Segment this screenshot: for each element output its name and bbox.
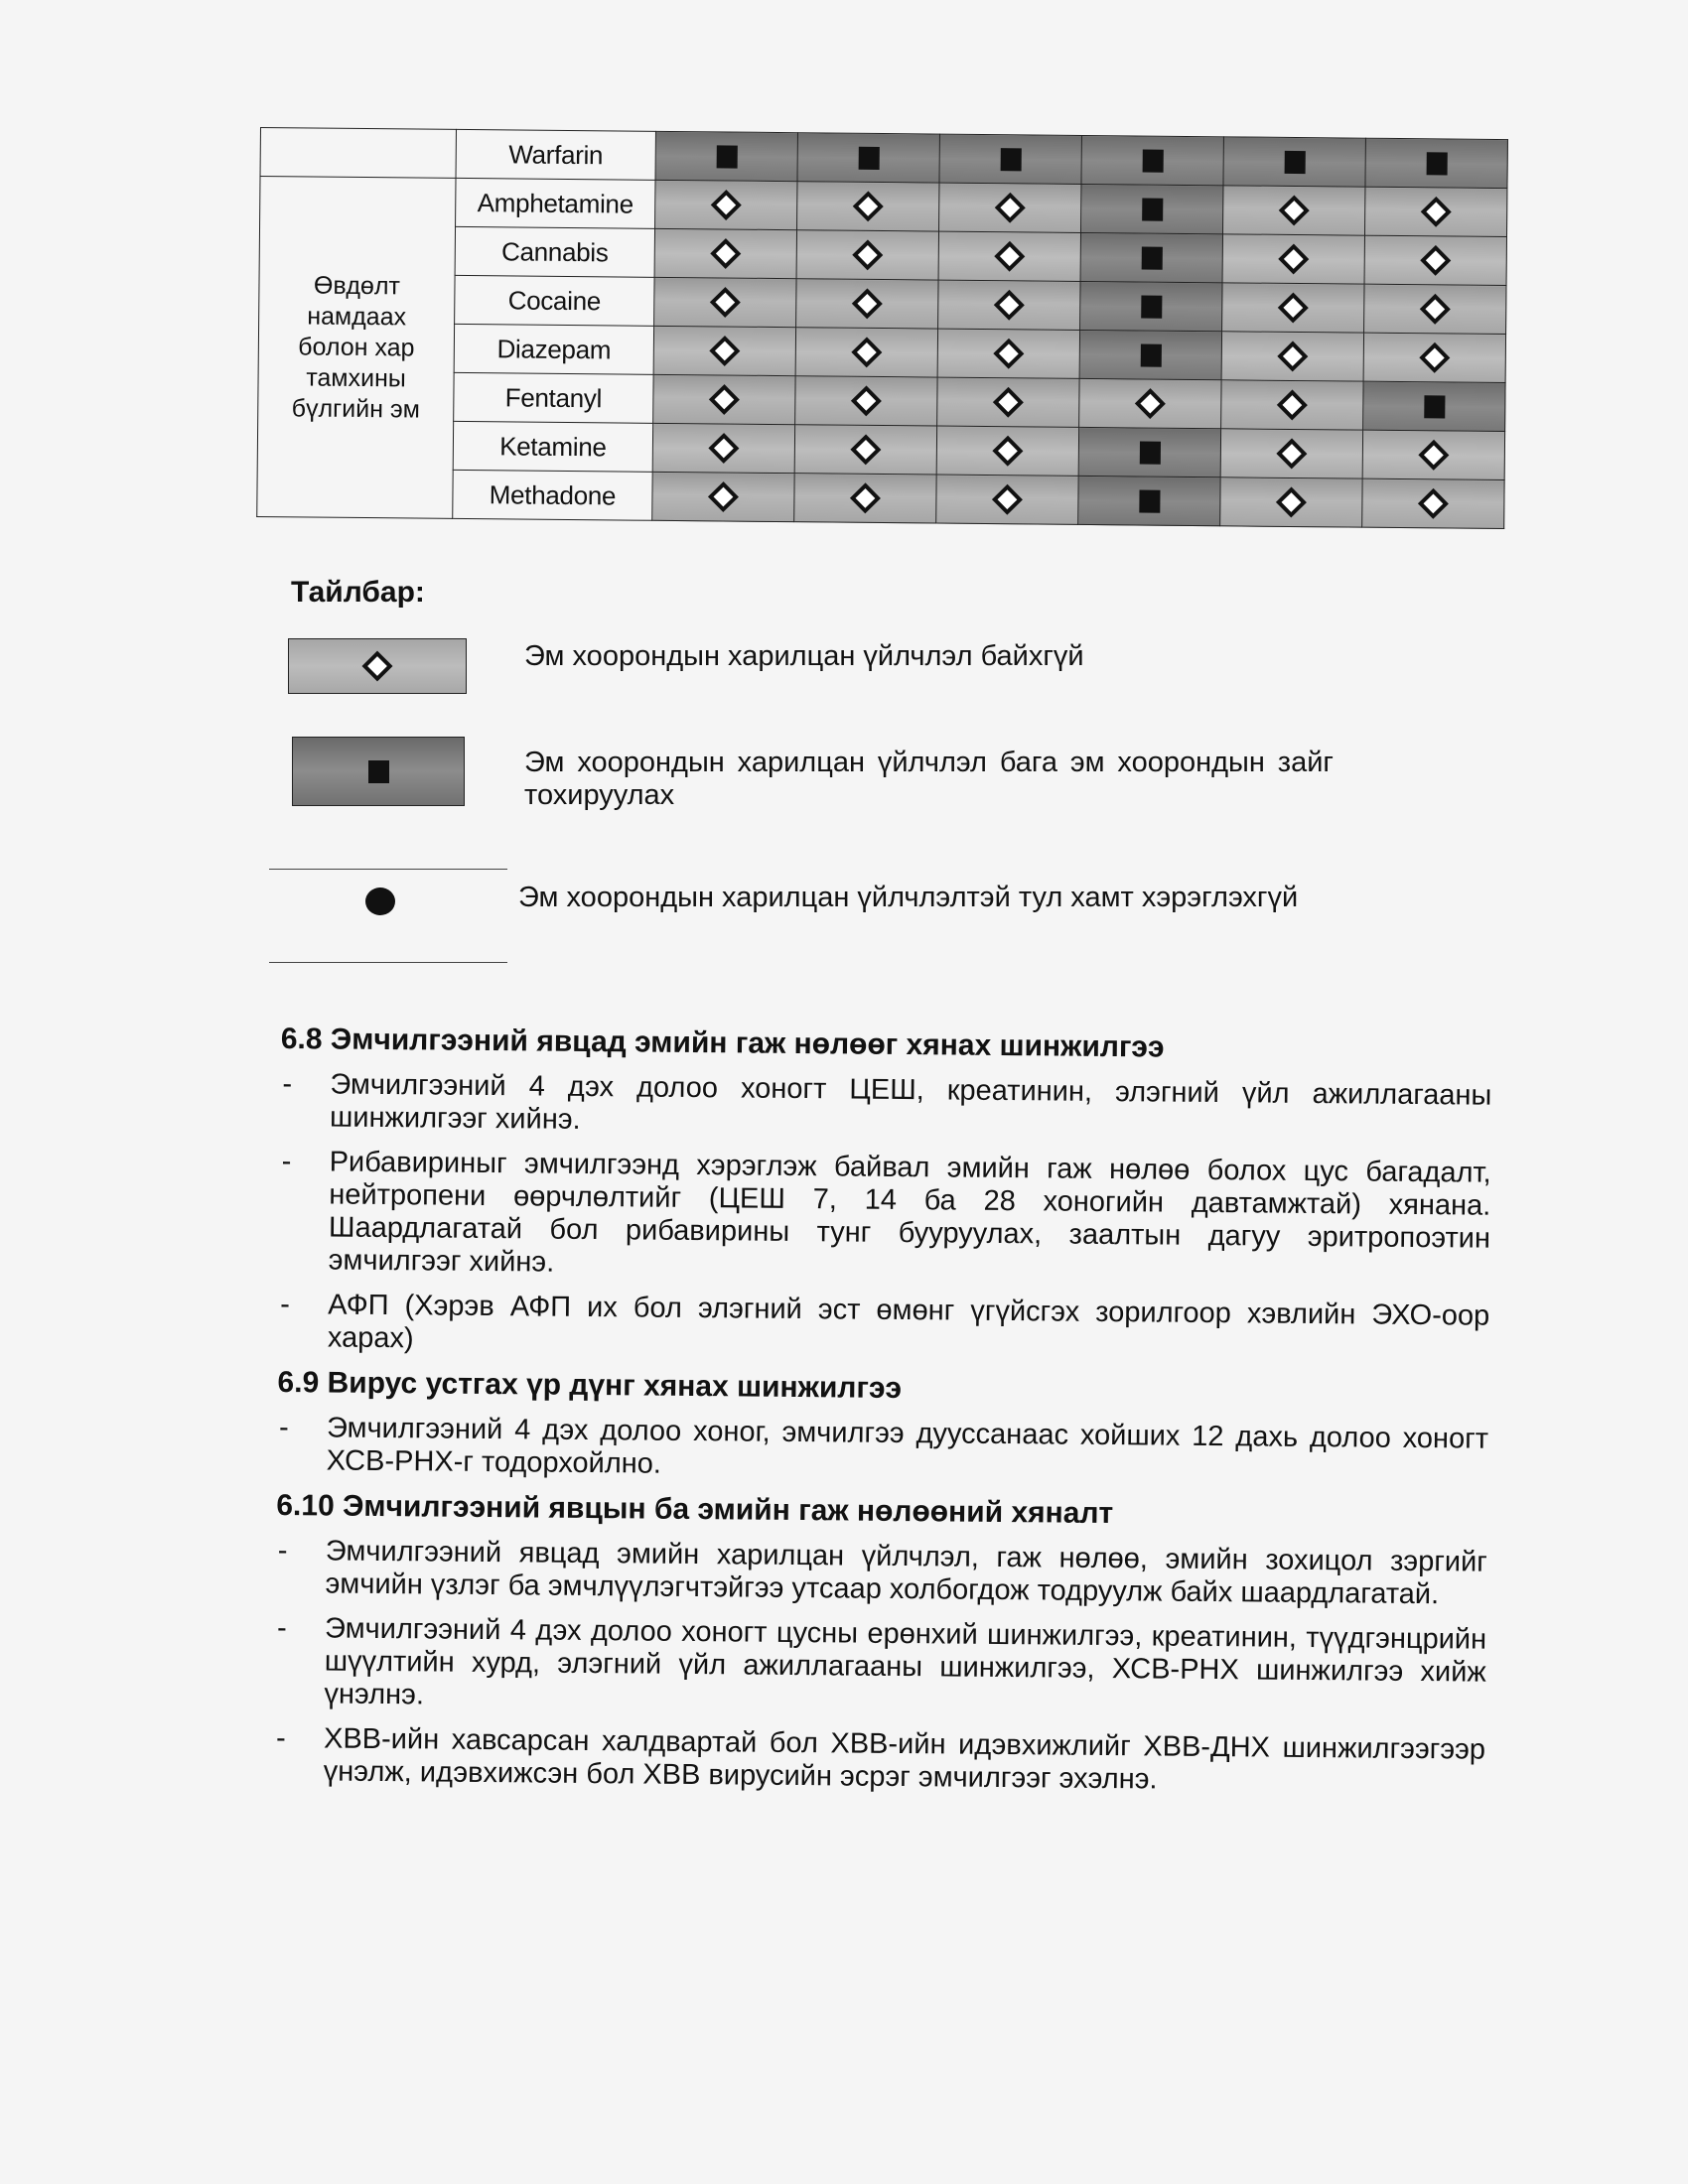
legend-swatch-minor-interaction bbox=[292, 737, 465, 806]
interaction-cell bbox=[1362, 478, 1504, 528]
interaction-cell bbox=[936, 426, 1078, 476]
diamond-icon bbox=[711, 190, 742, 220]
list-item bbox=[275, 1535, 1487, 1612]
group-label-cell bbox=[257, 177, 456, 519]
interaction-cell bbox=[796, 279, 938, 329]
bullet-dash: - bbox=[280, 1289, 291, 1321]
interaction-cell bbox=[937, 377, 1079, 427]
square-icon bbox=[1141, 295, 1162, 318]
interaction-cell bbox=[936, 475, 1078, 524]
interaction-cell bbox=[938, 280, 1080, 330]
list-item bbox=[274, 1722, 1486, 1800]
interaction-cell bbox=[795, 376, 937, 426]
diamond-icon bbox=[992, 436, 1023, 467]
bullet-text: Эмчилгээний 4 дэх долоо хоногт ЦЕШ, креатинин, элэгний үйл ажиллагааны шинжилгээг хийнэ. bbox=[329, 1068, 1492, 1136]
interaction-cell bbox=[1365, 187, 1507, 236]
bullet-dash: - bbox=[281, 1146, 292, 1178]
square-icon bbox=[368, 760, 389, 783]
bullet-list bbox=[274, 1535, 1487, 1800]
interaction-cell bbox=[1363, 333, 1505, 382]
section-heading: 6.8 Эмчилгээний явцад эмийн гаж нөлөөг хянах шинжилгээ bbox=[280, 1023, 1165, 1064]
group-label-line: тамхины bbox=[306, 362, 406, 392]
diamond-icon bbox=[709, 336, 740, 366]
diamond-icon bbox=[852, 288, 883, 319]
bullet-text: Эмчилгээний 4 дэх долоо хоног, эмчилгээ дууссанаас хойших 12 дахь долоо хоногт ХСВ-РНХ-г тодорхойлно. bbox=[326, 1412, 1489, 1480]
interaction-cell bbox=[1221, 332, 1363, 381]
list-item bbox=[278, 1289, 1490, 1366]
bullet-dash: - bbox=[278, 1412, 289, 1444]
diamond-icon bbox=[708, 433, 739, 464]
square-icon bbox=[1142, 149, 1163, 172]
bullet-list bbox=[278, 1068, 1492, 1366]
diamond-icon bbox=[709, 384, 740, 415]
diamond-icon bbox=[1419, 342, 1450, 373]
interaction-cell bbox=[939, 183, 1081, 232]
interaction-cell bbox=[655, 131, 797, 181]
list-item bbox=[277, 1412, 1489, 1489]
diamond-icon bbox=[708, 481, 739, 512]
interaction-cell bbox=[1362, 430, 1504, 479]
drug-name-cell: Warfarin bbox=[456, 129, 655, 180]
diamond-icon bbox=[1418, 488, 1449, 519]
diamond-icon bbox=[1135, 388, 1166, 419]
diamond-icon bbox=[1418, 440, 1449, 471]
interaction-cell bbox=[653, 326, 795, 375]
bullet-text: Эмчилгээний явцад эмийн харилцан үйлчлэл, гаж нөлөө, эмийн зохицол зэргийг эмчийн үзлэг ба эмчлүүлэгчтэйгээ утсаар холбогдож тодруулж байх шаардлагатай. bbox=[325, 1535, 1487, 1611]
bullet-dash: - bbox=[275, 1721, 286, 1755]
interaction-cell bbox=[1078, 476, 1220, 525]
diamond-icon bbox=[1420, 245, 1451, 276]
diamond-icon bbox=[1276, 438, 1307, 469]
diamond-icon bbox=[853, 191, 884, 221]
interaction-cell bbox=[1222, 283, 1364, 333]
square-icon bbox=[1142, 198, 1163, 220]
legend-swatch-avoid bbox=[269, 869, 507, 963]
diamond-icon bbox=[1277, 389, 1308, 420]
interaction-cell bbox=[796, 230, 938, 280]
square-icon bbox=[1139, 441, 1160, 464]
interaction-cell bbox=[654, 277, 796, 327]
interaction-cell bbox=[652, 423, 794, 473]
interaction-cell bbox=[1081, 184, 1223, 233]
legend-swatch-no-interaction bbox=[288, 638, 467, 694]
diamond-icon bbox=[1420, 294, 1451, 325]
interaction-cell bbox=[654, 228, 796, 278]
list-item bbox=[280, 1068, 1492, 1146]
interaction-cell bbox=[1078, 427, 1220, 477]
diamond-icon bbox=[992, 484, 1023, 515]
interaction-cell bbox=[1080, 232, 1222, 282]
circle-icon bbox=[365, 887, 395, 915]
interaction-cell bbox=[1222, 234, 1364, 284]
interaction-cell bbox=[1223, 186, 1365, 235]
interaction-cell bbox=[1079, 378, 1221, 428]
square-icon bbox=[1426, 152, 1447, 175]
square-icon bbox=[1140, 343, 1161, 366]
monitoring-sections bbox=[273, 1023, 1491, 1812]
bullet-dash: - bbox=[277, 1534, 288, 1568]
square-icon bbox=[1000, 148, 1021, 171]
diamond-icon bbox=[1278, 243, 1309, 274]
bullet-text: Рибавириныг эмчилгээнд хэрэглэж байвал эмийн гаж нөлөө болох цус багадалт, нейтропени өөрчлөлтийг (ЦЕШ 7, 14 ба 28 хоногийн давтамжтай) хянана. Шаардлагатай бол рибавирины тунг бууруулах, заалтын дагуу эритропоэтин эмчилгээг хийнэ. bbox=[328, 1146, 1491, 1279]
diamond-icon bbox=[1277, 341, 1308, 371]
interaction-cell bbox=[794, 425, 936, 475]
legend-title: Тайлбар: bbox=[291, 576, 425, 609]
diamond-icon bbox=[1276, 486, 1307, 517]
interaction-cell bbox=[939, 134, 1081, 184]
legend-text-minor-interaction: Эм хоорондын харилцан үйлчлэл бага эм хоорондын зайг тохируулах bbox=[524, 747, 1334, 811]
diamond-icon bbox=[710, 238, 741, 269]
square-icon bbox=[1141, 246, 1162, 269]
section-heading: 6.9 Вирус устгах үр дүнг хянах шинжилгээ bbox=[277, 1365, 903, 1406]
interaction-cell bbox=[1364, 235, 1506, 285]
diamond-icon bbox=[993, 387, 1024, 418]
drug-name-cell: Amphetamine bbox=[456, 178, 655, 228]
diamond-icon bbox=[850, 434, 881, 465]
diamond-icon bbox=[851, 385, 882, 416]
bullet-text: ХВВ-ийн хавсарсан халдвартай бол ХВВ-ийн идэвхижлийг ХВВ-ДНХ шинжилгээгээр үнэлж, идэвхижсэн бол ХВВ вирусийн эсрэг эмчилгээг эхэлнэ. bbox=[323, 1722, 1486, 1796]
legend-text-no-interaction: Эм хоорондын харилцан үйлчлэл байхгүй bbox=[524, 640, 1084, 672]
interaction-cell bbox=[797, 182, 939, 231]
diamond-icon bbox=[994, 290, 1025, 321]
interaction-cell bbox=[1363, 381, 1505, 431]
drug-name-cell: Ketamine bbox=[453, 421, 652, 472]
interaction-cell bbox=[1080, 281, 1222, 331]
bullet-text: Эмчилгээний 4 дэх долоо хоногт цусны ерөнхий шинжилгээ, креатинин, түүдгэнцрийн шүүлтийн хурд, элэгний үйл ажиллагааны шинжилгээ, ХСВ-РНХ шинжилгээ хийж үнэлнэ. bbox=[324, 1612, 1487, 1711]
drug-name-cell: Diazepam bbox=[454, 324, 653, 374]
diamond-icon bbox=[1278, 292, 1309, 323]
group-label-line: болон хар bbox=[298, 332, 415, 362]
diamond-icon bbox=[852, 239, 883, 270]
list-item bbox=[274, 1612, 1486, 1722]
interaction-cell bbox=[1220, 478, 1362, 527]
interaction-cell bbox=[655, 180, 797, 229]
group-label-line: бүлгийн эм bbox=[291, 393, 420, 424]
drug-name-cell: Methadone bbox=[453, 470, 652, 520]
bullet-dash: - bbox=[276, 1611, 287, 1645]
section-heading: 6.10 Эмчилгээний явцын ба эмийн гаж нөлөөний хяналт bbox=[276, 1488, 1114, 1531]
group-label-line: намдаах bbox=[307, 301, 407, 331]
square-icon bbox=[1424, 395, 1445, 418]
square-icon bbox=[1139, 489, 1160, 512]
legend-text-avoid: Эм хоорондын харилцан үйлчлэлтэй тул хамт хэрэглэхгүй bbox=[518, 882, 1299, 913]
diamond-icon bbox=[851, 337, 882, 367]
diamond-icon bbox=[850, 482, 881, 513]
interaction-cell bbox=[797, 133, 939, 183]
drug-interaction-table bbox=[256, 127, 1508, 529]
group-cell-empty bbox=[260, 128, 456, 179]
interaction-cell bbox=[938, 231, 1080, 281]
square-icon bbox=[858, 146, 879, 169]
drug-name-cell: Fentanyl bbox=[454, 372, 653, 423]
drug-name-cell: Cocaine bbox=[455, 275, 654, 326]
diamond-icon bbox=[994, 241, 1025, 272]
interaction-cell bbox=[1223, 137, 1365, 187]
interaction-cell bbox=[794, 474, 936, 523]
bullet-text: АФП (Хэрэв АФП их бол элэгний эст өмөнг үгүйсгэх зорилгоор хэвлийн ЭХО-оор харах) bbox=[327, 1289, 1490, 1355]
group-label-line: Өвдөлт bbox=[313, 271, 401, 300]
diamond-icon bbox=[995, 193, 1026, 223]
drug-name-cell: Cannabis bbox=[455, 226, 654, 277]
square-icon bbox=[716, 145, 737, 168]
interaction-cell bbox=[1221, 380, 1363, 430]
diamond-icon bbox=[1279, 195, 1310, 225]
interaction-cell bbox=[1081, 135, 1223, 185]
diamond-icon bbox=[993, 339, 1024, 369]
interaction-cell bbox=[653, 374, 795, 424]
interaction-cell bbox=[1220, 429, 1362, 478]
interaction-cell bbox=[1079, 330, 1221, 379]
bullet-dash: - bbox=[282, 1068, 293, 1101]
interaction-cell bbox=[1365, 138, 1507, 188]
interaction-cell bbox=[795, 328, 937, 377]
diamond-icon bbox=[1421, 197, 1452, 227]
interaction-cell bbox=[652, 472, 794, 521]
bullet-list bbox=[277, 1412, 1489, 1489]
interaction-cell bbox=[937, 329, 1079, 378]
interaction-cell bbox=[1364, 284, 1506, 334]
diamond-icon bbox=[710, 287, 741, 318]
list-item bbox=[279, 1146, 1491, 1289]
diamond-icon bbox=[361, 650, 392, 681]
square-icon bbox=[1284, 150, 1305, 173]
